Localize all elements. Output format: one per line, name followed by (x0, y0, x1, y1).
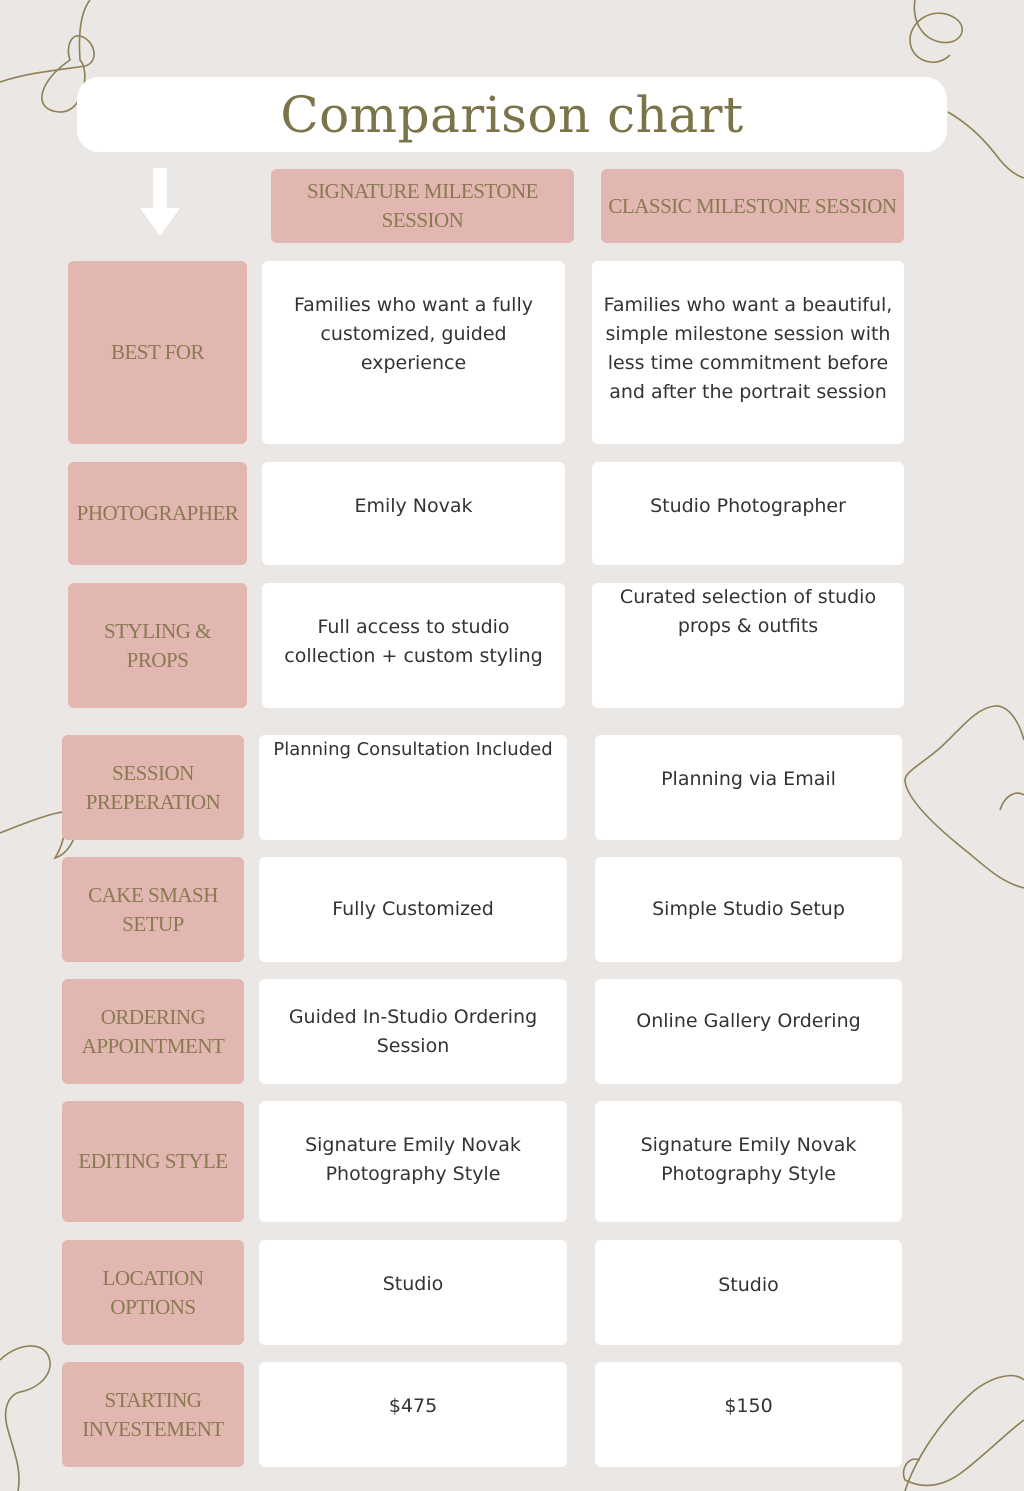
row-label-session-preperation: SESSION PREPERATION (62, 735, 244, 840)
cell-cake-smash-signature: Fully Customized (259, 857, 567, 962)
cell-styling-classic: Curated selection of studio props & outfits (592, 583, 904, 708)
page-title: Comparison chart (280, 85, 744, 144)
row-label-cake-smash-setup: CAKE SMASH SETUP (62, 857, 244, 962)
row-label-editing-style: EDITING STYLE (62, 1101, 244, 1222)
row-label-best-for: BEST FOR (68, 261, 247, 444)
column-header-signature: SIGNATURE MILESTONE SESSION (271, 169, 574, 243)
row-label-ordering-appointment: ORDERING APPOINTMENT (62, 979, 244, 1084)
cell-styling-signature: Full access to studio collection + custom styling (262, 583, 565, 708)
column-header-classic: CLASSIC MILESTONE SESSION (601, 169, 904, 243)
cell-editing-signature: Signature Emily Novak Photography Style (259, 1101, 567, 1222)
cell-cake-smash-classic: Simple Studio Setup (595, 857, 902, 962)
cell-location-signature: Studio (259, 1240, 567, 1345)
cell-editing-classic: Signature Emily Novak Photography Style (595, 1101, 902, 1222)
cell-photographer-classic: Studio Photographer (592, 462, 904, 565)
cell-best-for-signature: Families who want a fully customized, guided experience (262, 261, 565, 444)
cell-location-classic: Studio (595, 1240, 902, 1345)
cell-best-for-classic: Families who want a beautiful, simple milestone session with less time commitment before and after the portrait session (592, 261, 904, 444)
cell-ordering-classic: Online Gallery Ordering (595, 979, 902, 1084)
row-label-starting-investement: STARTING INVESTEMENT (62, 1362, 244, 1467)
cell-photographer-signature: Emily Novak (262, 462, 565, 565)
row-label-styling-props: STYLING & PROPS (68, 583, 247, 708)
cell-preperation-signature: Planning Consultation Included (259, 735, 567, 840)
down-arrow-icon (140, 168, 180, 236)
cell-ordering-signature: Guided In-Studio Ordering Session (259, 979, 567, 1084)
row-label-location-options: LOCATION OPTIONS (62, 1240, 244, 1345)
cell-preperation-classic: Planning via Email (595, 735, 902, 840)
cell-investement-signature: $475 (259, 1362, 567, 1467)
title-bar (77, 77, 947, 152)
row-label-photographer: PHOTOGRAPHER (68, 462, 247, 565)
cell-investement-classic: $150 (595, 1362, 902, 1467)
